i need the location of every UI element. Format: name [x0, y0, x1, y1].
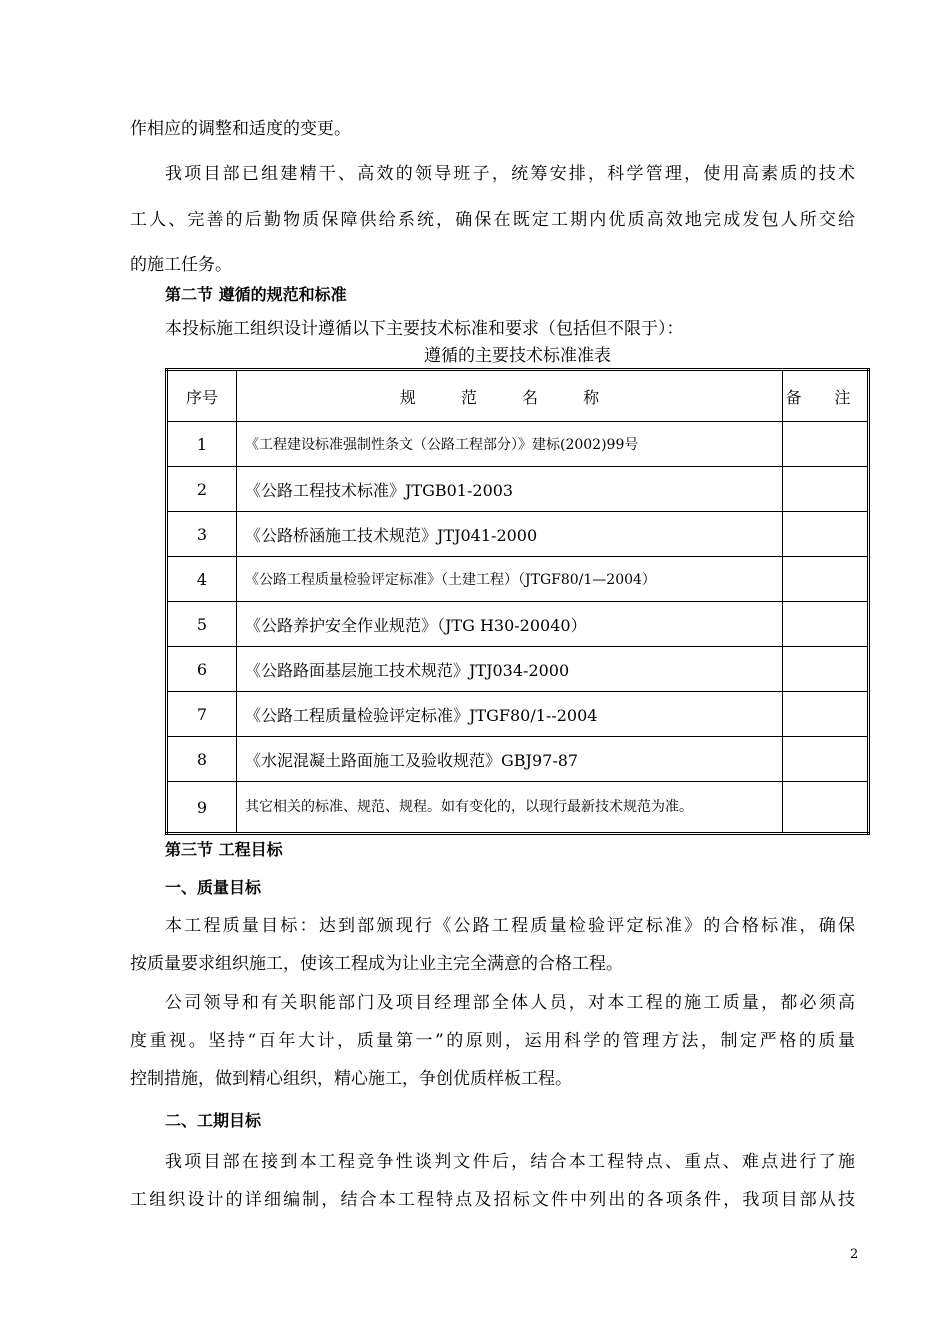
row-name: 《水泥混凝土路面施工及验收规范》GBJ97-87	[237, 737, 783, 782]
header-note: 备 注	[783, 370, 869, 422]
paragraph-line: 工组织设计的详细编制，结合本工程特点及招标文件中列出的各项条件，我项目部从技	[130, 1190, 855, 1210]
row-note	[783, 422, 869, 467]
paragraph-line: 控制措施，做到精心组织，精心施工，争创优质样板工程。	[130, 1069, 572, 1089]
row-no: 9	[167, 782, 237, 834]
table-row	[167, 512, 869, 557]
row-name: 《公路工程技术标准》JTGB01-2003	[237, 467, 783, 512]
paragraph-line: 的施工任务。	[130, 255, 232, 275]
page-number: 2	[850, 1247, 859, 1262]
row-note	[783, 467, 869, 512]
section-heading: 第三节 工程目标	[165, 840, 283, 859]
table-row	[167, 422, 869, 467]
standards-table	[165, 368, 870, 835]
row-no: 2	[167, 467, 237, 512]
table-row	[167, 737, 869, 782]
row-no: 3	[167, 512, 237, 557]
header-no: 序号	[167, 370, 237, 422]
row-name: 《公路桥涵施工技术规范》JTJ041-2000	[237, 512, 783, 557]
row-note	[783, 782, 869, 834]
paragraph-line: 我项目部在接到本工程竞争性谈判文件后，结合本工程特点、重点、难点进行了施	[165, 1152, 855, 1172]
intro-text: 本投标施工组织设计遵循以下主要技术标准和要求（包括但不限于）：	[165, 319, 684, 339]
row-no: 5	[167, 602, 237, 647]
row-no: 4	[167, 557, 237, 602]
paragraph-line: 按质量要求组织施工，使该工程成为让业主完全满意的合格工程。	[130, 954, 623, 974]
row-name: 《公路工程质量检验评定标准》JTGF80/1--2004	[237, 692, 783, 737]
table-row	[167, 467, 869, 512]
table-row	[167, 602, 869, 647]
table-row	[167, 692, 869, 737]
table-row	[167, 557, 869, 602]
paragraph-line: 公司领导和有关职能部门及项目经理部全体人员，对本工程的施工质量，都必须高	[165, 993, 855, 1013]
subsection-heading: 一、质量目标	[165, 878, 262, 897]
table-row	[167, 647, 869, 692]
row-note	[783, 602, 869, 647]
paragraph-line: 作相应的调整和适度的变更。	[130, 119, 351, 139]
row-note	[783, 512, 869, 557]
row-name: 《公路路面基层施工技术规范》JTJ034-2000	[237, 647, 783, 692]
paragraph-line: 本工程质量目标：达到部颁现行《公路工程质量检验评定标准》的合格标准，确保	[165, 916, 855, 936]
row-note	[783, 737, 869, 782]
row-no: 1	[167, 422, 237, 467]
table-header-row	[167, 370, 869, 422]
row-name: 其它相关的标准、规范、规程。如有变化的，以现行最新技术规范为准。	[237, 782, 783, 834]
paragraph-line: 度重视。坚持“百年大计，质量第一”的原则，运用科学的管理方法，制定严格的质量	[130, 1031, 855, 1051]
table-row	[167, 782, 869, 834]
row-name: 《公路工程质量检验评定标准》（土建工程）（JTGF80/1—2004）	[237, 557, 783, 602]
paragraph-line: 我项目部已组建精干、高效的领导班子，统筹安排，科学管理，使用高素质的技术	[165, 164, 855, 184]
row-note	[783, 557, 869, 602]
row-no: 8	[167, 737, 237, 782]
section-heading: 第二节 遵循的规范和标准	[165, 285, 347, 304]
row-name: 《工程建设标准强制性条文（公路工程部分）》建标(2002)99号	[237, 422, 783, 467]
table-caption: 遵循的主要技术标准准表	[424, 346, 611, 366]
row-name: 《公路养护安全作业规范》（JTG H30-20040）	[237, 602, 783, 647]
row-note	[783, 647, 869, 692]
header-name: 规 范 名 称	[237, 370, 783, 422]
subsection-heading: 二、工期目标	[165, 1111, 262, 1130]
paragraph-line: 工人、完善的后勤物质保障供给系统，确保在既定工期内优质高效地完成发包人所交给	[130, 210, 855, 230]
row-no: 6	[167, 647, 237, 692]
row-note	[783, 692, 869, 737]
row-no: 7	[167, 692, 237, 737]
